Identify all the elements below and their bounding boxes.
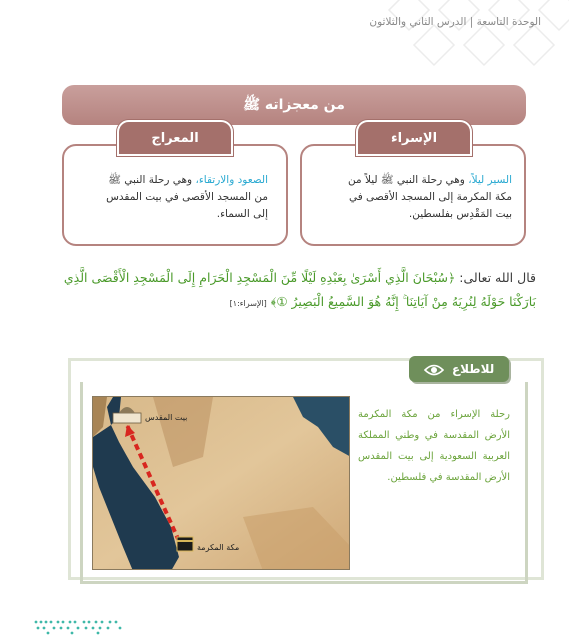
verse-line2: بَارَكْنَا حَوْلَهُ لِنُرِيَهُ مِنْ آيَاتِنَا ۚ إِنَّهُ هُوَ السَّمِيعُ الْبَصِيرُ ①﴾ [270, 294, 536, 309]
eye-icon [424, 363, 444, 377]
route-map [92, 396, 350, 570]
miraj-highlight: الصعود والارتقاء، [195, 174, 268, 186]
miraj-line1: وهي رحلة النبي ﷺ [108, 174, 196, 186]
verse-reference: [الإسراء:١] [229, 299, 267, 308]
info-box-text: رحلة الإسراء من مكة المكرمة الأرض المقدسة في وطني المملكة العربية السعودية إلى بيت المقدس الأرض المقدسة في فلسطين. [358, 409, 510, 483]
miraj-description [80, 172, 268, 223]
isra-description [312, 172, 512, 223]
miraj-line3: إلى السماء. [216, 208, 268, 220]
miraj-line2: من المسجد الأقصى في بيت المقدس [106, 191, 268, 203]
info-box-title [409, 356, 509, 382]
map-label-jerusalem: بيت المقدس [145, 413, 188, 422]
quran-verse [40, 266, 536, 316]
isra-line1: وهي رحلة النبي ﷺ ليلاً من [347, 174, 469, 186]
verse-line1: ﴿سُبْحَانَ الَّذِي أَسْرَىٰ بِعَبْدِهِ لَيْلًا مِّنَ الْمَسْجِدِ الْحَرَامِ إِلَى الْمَسْجِدِ الْأَقْصَى الَّذِي [63, 270, 456, 285]
section-banner: من معجزاته ﷺ [62, 85, 526, 125]
map-label-makkah: مكة المكرمة [197, 543, 240, 552]
isra-highlight: السير ليلاً، [468, 174, 512, 186]
header-pattern [369, 0, 569, 80]
verse-intro: قال الله تعالى: [455, 270, 536, 285]
isra-line2: مكة المكرمة إلى المسجد الأقصى في [348, 191, 512, 203]
breadcrumb: الوحدة التاسعة | الدرس الثاني والثلاثون [369, 16, 541, 28]
miraj-tab: المعراج [117, 120, 233, 156]
info-title-label: للاطلاع [451, 362, 495, 376]
isra-tab: الإسراء [356, 120, 472, 156]
ministry-logo [32, 616, 124, 636]
isra-line3: بيت المَقْدِس بفلسطين. [408, 208, 512, 220]
